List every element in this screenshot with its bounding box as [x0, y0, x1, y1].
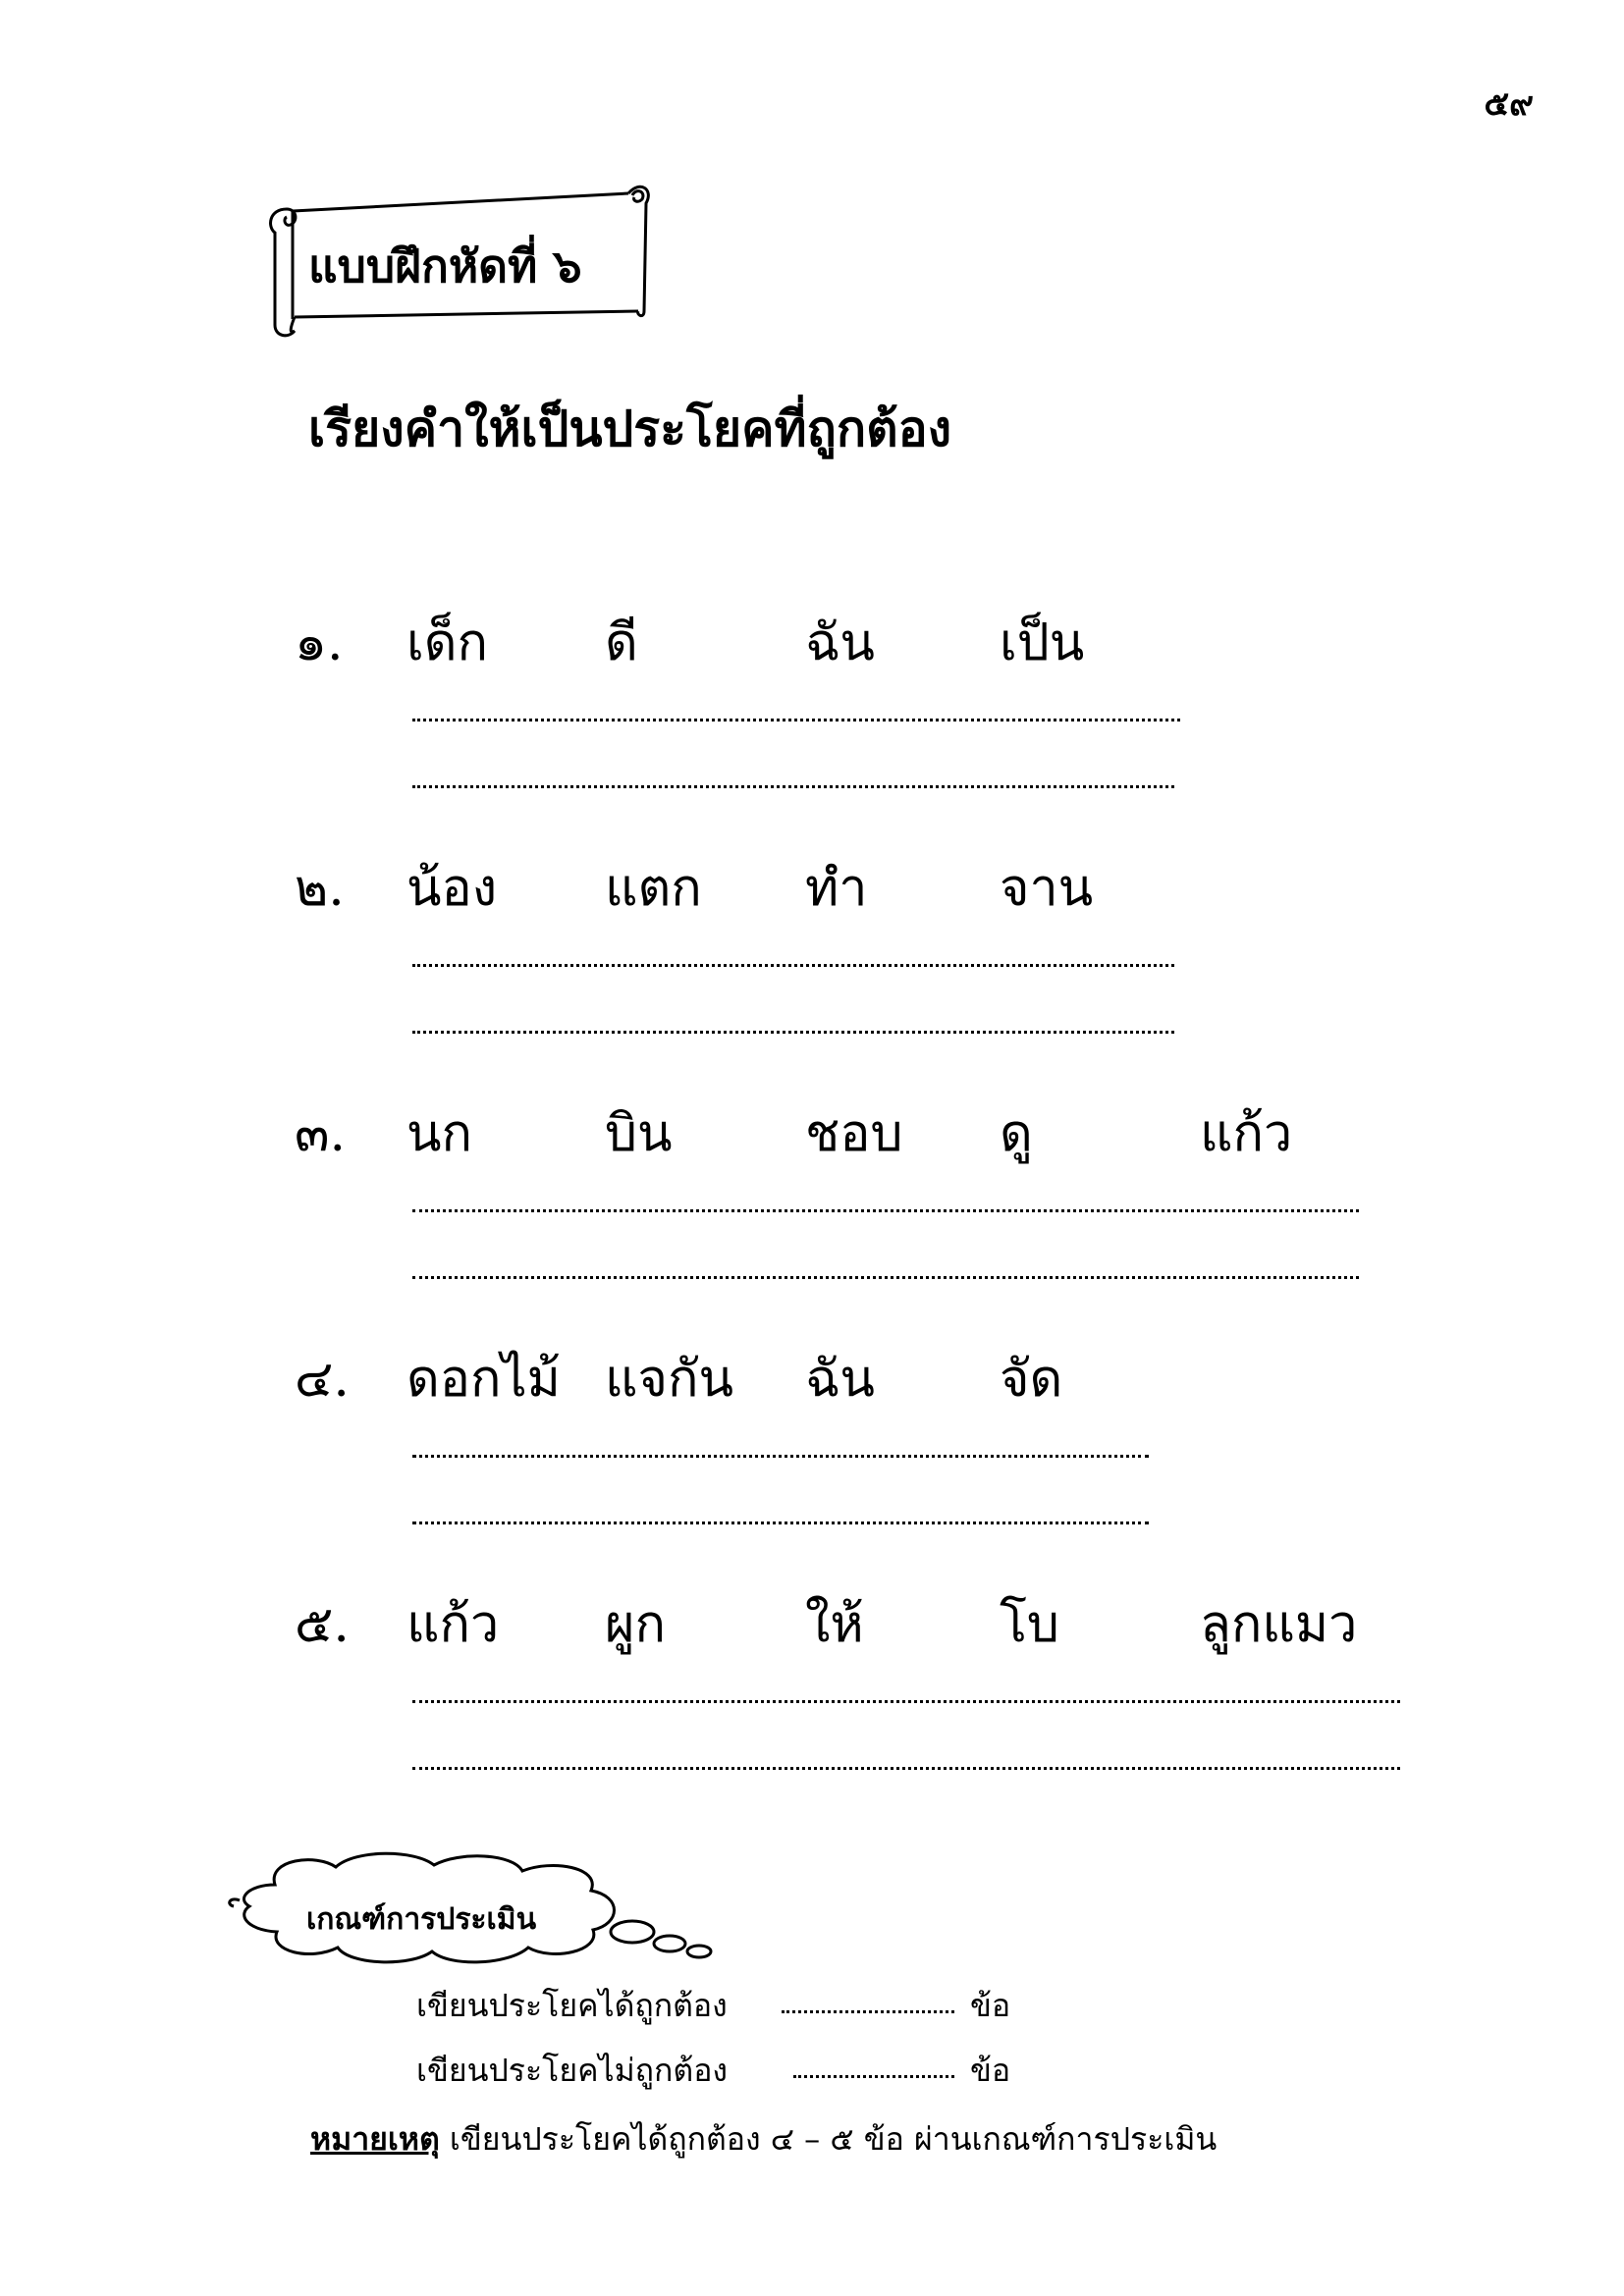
word: จาน [1000, 859, 1094, 918]
score-blank[interactable] [793, 2075, 954, 2078]
answer-line[interactable] [412, 1767, 1400, 1770]
answer-line[interactable] [412, 1455, 1149, 1458]
criteria-unit: ข้อ [970, 1987, 1011, 2024]
exercise-number: ๓. [295, 1104, 347, 1163]
word: ดี [605, 614, 638, 672]
exercise-number: ๔. [295, 1350, 350, 1409]
word: บิน [605, 1104, 673, 1163]
answer-line[interactable] [412, 719, 1180, 721]
word: แตก [605, 859, 702, 918]
exercise-number: ๑. [295, 614, 344, 672]
word: จัด [1000, 1350, 1063, 1409]
word: ลูกแมว [1200, 1595, 1358, 1654]
word: ทำ [805, 859, 868, 918]
word: โบ [1000, 1595, 1059, 1654]
criteria-label: เกณฑ์การประเมิน [306, 1902, 537, 1937]
word: แจกัน [605, 1350, 734, 1409]
answer-line[interactable] [412, 785, 1174, 788]
word: น้อง [406, 859, 498, 918]
answer-line[interactable] [412, 1209, 1359, 1212]
exercise-item [295, 1582, 1434, 1671]
exercise-number: ๕. [295, 1595, 350, 1654]
word: ชอบ [805, 1104, 903, 1163]
answer-line[interactable] [412, 964, 1174, 967]
word: ผูก [605, 1595, 666, 1654]
word: แก้ว [406, 1595, 500, 1654]
word: ดู [1000, 1104, 1033, 1163]
criteria-unit: ข้อ [970, 2052, 1011, 2089]
criteria-row-label: เขียนประโยคไม่ถูกต้อง [416, 2052, 729, 2089]
word: ดอกไม้ [406, 1350, 561, 1409]
exercise-item [295, 846, 1434, 934]
note-heading: หมายเหตุ [310, 2120, 440, 2158]
note-text: เขียนประโยคได้ถูกต้อง ๔ – ๕ ข้อ ผ่านเกณฑ์การประเมิน [449, 2120, 1218, 2158]
criteria-row-label: เขียนประโยคได้ถูกต้อง [416, 1987, 728, 2024]
word: ฉัน [805, 1350, 875, 1409]
exercise-item [295, 1092, 1434, 1180]
exercise-item [295, 1337, 1434, 1425]
word: นก [406, 1104, 473, 1163]
word: เด็ก [406, 614, 489, 672]
note [310, 2114, 1217, 2164]
answer-line[interactable] [412, 1031, 1174, 1034]
score-blank[interactable] [782, 2010, 954, 2013]
word: ให้ [805, 1595, 864, 1654]
word: เป็น [1000, 614, 1085, 672]
word: แก้ว [1200, 1104, 1293, 1163]
word: ฉัน [805, 614, 875, 672]
exercise-banner [263, 172, 652, 341]
exercise-item [295, 601, 1434, 689]
exercise-title: แบบฝึกหัดที่ ๖ [308, 240, 582, 293]
answer-line[interactable] [412, 1276, 1359, 1279]
instruction-heading: เรียงคำให้เป็นประโยคที่ถูกต้อง [308, 400, 952, 457]
page-number: ๕๙ [1484, 84, 1534, 124]
answer-line[interactable] [412, 1700, 1400, 1703]
answer-line[interactable] [412, 1522, 1149, 1524]
criteria-cloud [228, 1845, 738, 1983]
exercise-number: ๒. [295, 859, 345, 918]
